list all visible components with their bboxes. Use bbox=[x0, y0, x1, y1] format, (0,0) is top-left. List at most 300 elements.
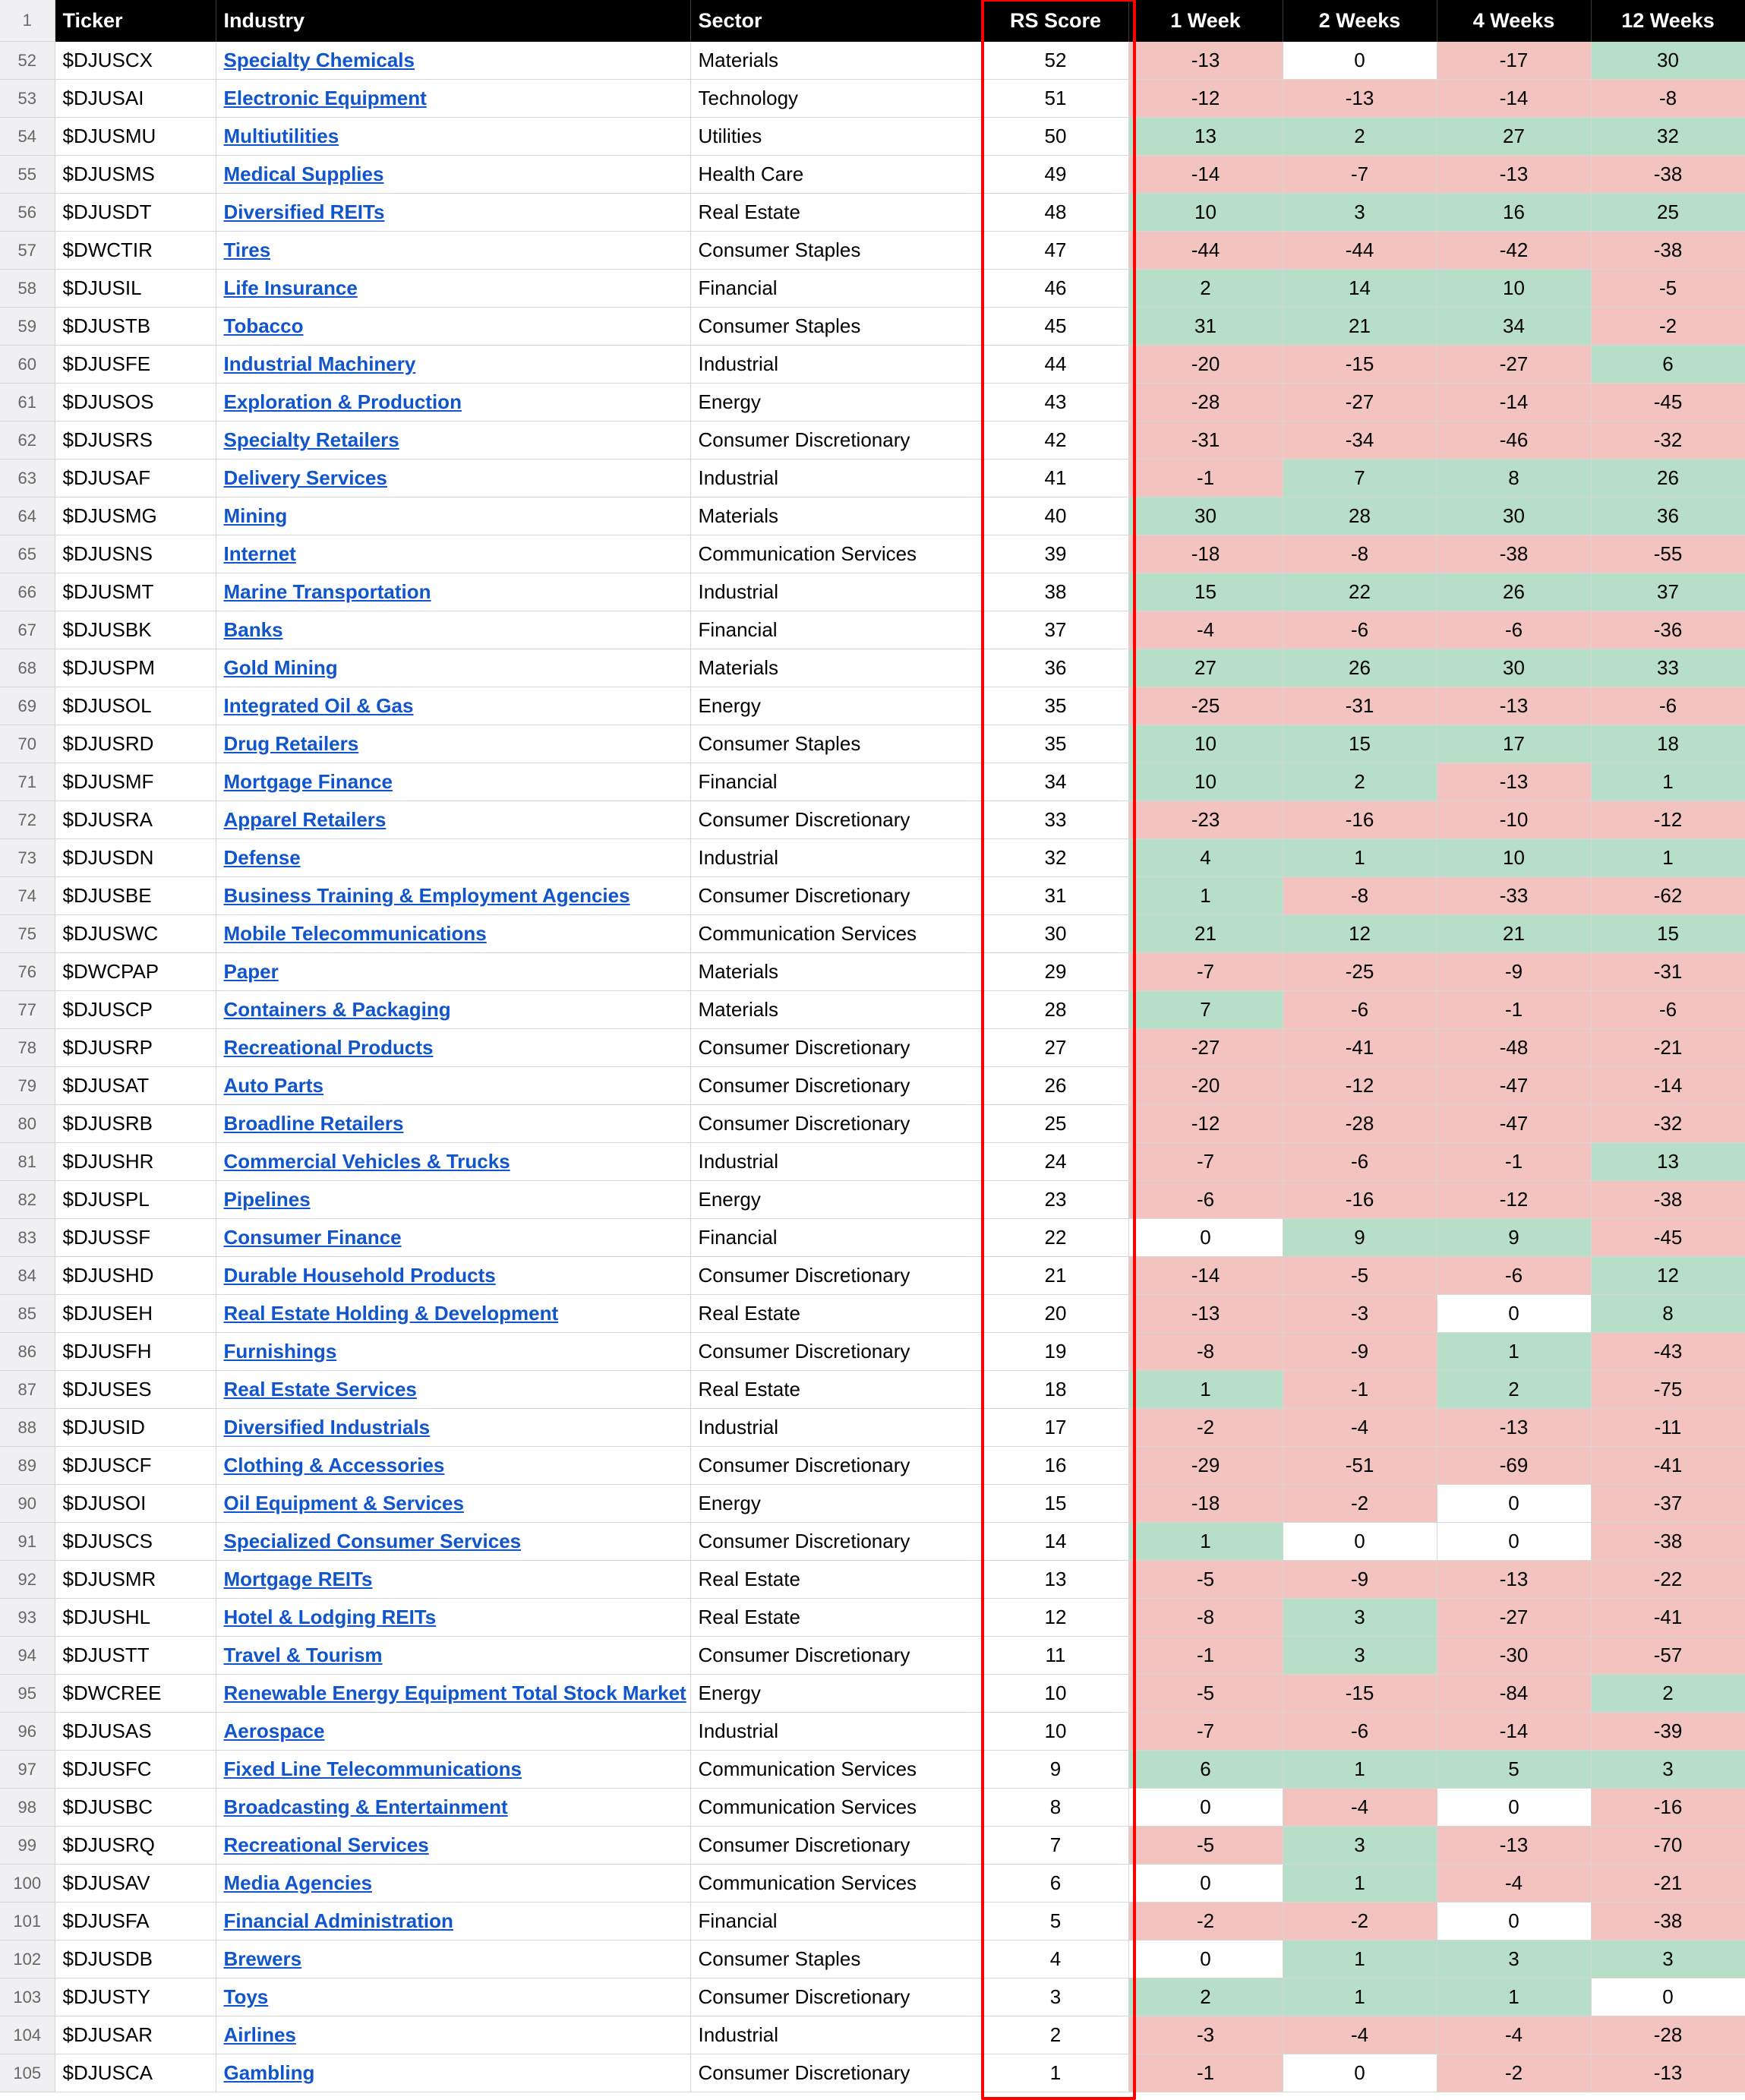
cell-ticker[interactable]: $DJUSBE bbox=[55, 877, 216, 915]
cell-12-weeks[interactable]: 33 bbox=[1591, 649, 1745, 687]
cell-rs-score[interactable]: 30 bbox=[983, 915, 1128, 953]
cell-ticker[interactable]: $DJUSTY bbox=[55, 1978, 216, 2016]
table-row[interactable] bbox=[0, 422, 1745, 459]
cell-12-weeks[interactable]: -38 bbox=[1591, 1903, 1745, 1941]
cell-sector[interactable]: Consumer Discretionary bbox=[690, 877, 983, 915]
cell-ticker[interactable]: $DJUSMU bbox=[55, 118, 216, 156]
cell-rs-score[interactable]: 8 bbox=[983, 1789, 1128, 1827]
cell-1-week[interactable]: -20 bbox=[1128, 1067, 1283, 1105]
cell-rs-score[interactable]: 31 bbox=[983, 877, 1128, 915]
cell-4-weeks[interactable]: -13 bbox=[1437, 156, 1591, 194]
cell-industry-link[interactable]: Industrial Machinery bbox=[216, 346, 690, 384]
cell-rs-score[interactable]: 6 bbox=[983, 1865, 1128, 1903]
cell-12-weeks[interactable]: -31 bbox=[1591, 953, 1745, 991]
cell-4-weeks[interactable]: -13 bbox=[1437, 763, 1591, 801]
cell-industry-link[interactable]: Furnishings bbox=[216, 1333, 690, 1371]
cell-4-weeks[interactable]: 26 bbox=[1437, 573, 1591, 611]
cell-rs-score[interactable]: 43 bbox=[983, 384, 1128, 422]
cell-4-weeks[interactable]: 2 bbox=[1437, 1371, 1591, 1409]
cell-12-weeks[interactable]: -28 bbox=[1591, 2016, 1745, 2054]
cell-industry-link[interactable]: Recreational Products bbox=[216, 1029, 690, 1067]
cell-2-weeks[interactable]: -6 bbox=[1283, 611, 1437, 649]
row-number[interactable]: 87 bbox=[0, 1371, 55, 1409]
cell-sector[interactable]: Industrial bbox=[690, 2016, 983, 2054]
cell-rs-score[interactable]: 9 bbox=[983, 1751, 1128, 1789]
cell-sector[interactable]: Consumer Discretionary bbox=[690, 1827, 983, 1865]
cell-1-week[interactable]: -1 bbox=[1128, 2054, 1283, 2092]
cell-industry-link[interactable]: Banks bbox=[216, 611, 690, 649]
cell-industry-link[interactable]: Travel & Tourism bbox=[216, 1637, 690, 1675]
table-row[interactable] bbox=[0, 1713, 1745, 1751]
table-row[interactable] bbox=[0, 1371, 1745, 1409]
cell-1-week[interactable]: -7 bbox=[1128, 1713, 1283, 1751]
cell-12-weeks[interactable]: -62 bbox=[1591, 877, 1745, 915]
cell-sector[interactable]: Communication Services bbox=[690, 535, 983, 573]
cell-rs-score[interactable]: 26 bbox=[983, 1067, 1128, 1105]
cell-12-weeks[interactable]: -13 bbox=[1591, 2054, 1745, 2092]
cell-4-weeks[interactable]: 30 bbox=[1437, 649, 1591, 687]
table-row[interactable] bbox=[0, 1029, 1745, 1067]
cell-12-weeks[interactable]: -57 bbox=[1591, 1637, 1745, 1675]
table-row[interactable] bbox=[0, 459, 1745, 497]
cell-12-weeks[interactable]: 1 bbox=[1591, 839, 1745, 877]
cell-industry-link[interactable]: Internet bbox=[216, 535, 690, 573]
cell-4-weeks[interactable]: -17 bbox=[1437, 42, 1591, 80]
cell-12-weeks[interactable]: -38 bbox=[1591, 1523, 1745, 1561]
table-row[interactable] bbox=[0, 1978, 1745, 2016]
cell-rs-score[interactable]: 18 bbox=[983, 1371, 1128, 1409]
cell-rs-score[interactable]: 42 bbox=[983, 422, 1128, 459]
row-number[interactable]: 92 bbox=[0, 1561, 55, 1599]
cell-industry-link[interactable]: Diversified Industrials bbox=[216, 1409, 690, 1447]
cell-12-weeks[interactable]: 2 bbox=[1591, 1675, 1745, 1713]
cell-4-weeks[interactable]: -13 bbox=[1437, 1827, 1591, 1865]
cell-1-week[interactable]: -28 bbox=[1128, 384, 1283, 422]
cell-1-week[interactable]: 2 bbox=[1128, 270, 1283, 308]
cell-sector[interactable]: Energy bbox=[690, 1675, 983, 1713]
cell-2-weeks[interactable]: -15 bbox=[1283, 346, 1437, 384]
row-number[interactable]: 91 bbox=[0, 1523, 55, 1561]
cell-12-weeks[interactable]: 3 bbox=[1591, 1941, 1745, 1978]
cell-rs-score[interactable]: 10 bbox=[983, 1675, 1128, 1713]
cell-1-week[interactable]: -7 bbox=[1128, 1143, 1283, 1181]
cell-2-weeks[interactable]: 1 bbox=[1283, 1865, 1437, 1903]
table-row[interactable] bbox=[0, 118, 1745, 156]
cell-industry-link[interactable]: Toys bbox=[216, 1978, 690, 2016]
cell-sector[interactable]: Consumer Staples bbox=[690, 725, 983, 763]
cell-4-weeks[interactable]: -84 bbox=[1437, 1675, 1591, 1713]
cell-12-weeks[interactable]: 37 bbox=[1591, 573, 1745, 611]
cell-industry-link[interactable]: Exploration & Production bbox=[216, 384, 690, 422]
cell-12-weeks[interactable]: 1 bbox=[1591, 763, 1745, 801]
cell-sector[interactable]: Health Care bbox=[690, 156, 983, 194]
row-number[interactable]: 68 bbox=[0, 649, 55, 687]
row-number[interactable]: 73 bbox=[0, 839, 55, 877]
cell-industry-link[interactable]: Tobacco bbox=[216, 308, 690, 346]
cell-sector[interactable]: Consumer Discretionary bbox=[690, 1523, 983, 1561]
cell-ticker[interactable]: $DJUSRP bbox=[55, 1029, 216, 1067]
cell-12-weeks[interactable]: 8 bbox=[1591, 1295, 1745, 1333]
cell-rs-score[interactable]: 37 bbox=[983, 611, 1128, 649]
cell-4-weeks[interactable]: -1 bbox=[1437, 1143, 1591, 1181]
cell-1-week[interactable]: 1 bbox=[1128, 1523, 1283, 1561]
cell-2-weeks[interactable]: -4 bbox=[1283, 1409, 1437, 1447]
cell-12-weeks[interactable]: -22 bbox=[1591, 1561, 1745, 1599]
row-number[interactable]: 77 bbox=[0, 991, 55, 1029]
cell-sector[interactable]: Energy bbox=[690, 687, 983, 725]
row-number[interactable]: 86 bbox=[0, 1333, 55, 1371]
cell-ticker[interactable]: $DJUSES bbox=[55, 1371, 216, 1409]
cell-ticker[interactable]: $DJUSAS bbox=[55, 1713, 216, 1751]
cell-ticker[interactable]: $DJUSRQ bbox=[55, 1827, 216, 1865]
cell-12-weeks[interactable]: -5 bbox=[1591, 270, 1745, 308]
cell-rs-score[interactable]: 32 bbox=[983, 839, 1128, 877]
cell-rs-score[interactable]: 48 bbox=[983, 194, 1128, 232]
cell-12-weeks[interactable]: 13 bbox=[1591, 1143, 1745, 1181]
cell-2-weeks[interactable]: 2 bbox=[1283, 763, 1437, 801]
cell-sector[interactable]: Industrial bbox=[690, 1409, 983, 1447]
cell-1-week[interactable]: -29 bbox=[1128, 1447, 1283, 1485]
cell-1-week[interactable]: 7 bbox=[1128, 991, 1283, 1029]
cell-rs-score[interactable]: 51 bbox=[983, 80, 1128, 118]
cell-rs-score[interactable]: 27 bbox=[983, 1029, 1128, 1067]
cell-industry-link[interactable]: Specialty Chemicals bbox=[216, 42, 690, 80]
row-number[interactable]: 105 bbox=[0, 2054, 55, 2092]
cell-industry-link[interactable]: Consumer Finance bbox=[216, 1219, 690, 1257]
cell-industry-link[interactable]: Specialty Retailers bbox=[216, 422, 690, 459]
cell-ticker[interactable]: $DJUSMS bbox=[55, 156, 216, 194]
cell-4-weeks[interactable]: 34 bbox=[1437, 308, 1591, 346]
row-number[interactable]: 95 bbox=[0, 1675, 55, 1713]
cell-1-week[interactable]: 6 bbox=[1128, 1751, 1283, 1789]
cell-4-weeks[interactable]: -10 bbox=[1437, 801, 1591, 839]
cell-industry-link[interactable]: Pipelines bbox=[216, 1181, 690, 1219]
cell-1-week[interactable]: 1 bbox=[1128, 877, 1283, 915]
cell-ticker[interactable]: $DJUSSF bbox=[55, 1219, 216, 1257]
cell-1-week[interactable]: 31 bbox=[1128, 308, 1283, 346]
cell-industry-link[interactable]: Tires bbox=[216, 232, 690, 270]
cell-sector[interactable]: Financial bbox=[690, 270, 983, 308]
cell-12-weeks[interactable]: -6 bbox=[1591, 687, 1745, 725]
cell-sector[interactable]: Real Estate bbox=[690, 1561, 983, 1599]
cell-industry-link[interactable]: Broadcasting & Entertainment bbox=[216, 1789, 690, 1827]
cell-1-week[interactable]: 4 bbox=[1128, 839, 1283, 877]
cell-1-week[interactable]: 27 bbox=[1128, 649, 1283, 687]
cell-12-weeks[interactable]: 6 bbox=[1591, 346, 1745, 384]
table-row[interactable] bbox=[0, 535, 1745, 573]
cell-ticker[interactable]: $DJUSRB bbox=[55, 1105, 216, 1143]
row-number[interactable]: 84 bbox=[0, 1257, 55, 1295]
cell-1-week[interactable]: -5 bbox=[1128, 1561, 1283, 1599]
table-row[interactable] bbox=[0, 1561, 1745, 1599]
cell-sector[interactable]: Real Estate bbox=[690, 194, 983, 232]
row-number[interactable]: 100 bbox=[0, 1865, 55, 1903]
cell-2-weeks[interactable]: -6 bbox=[1283, 1143, 1437, 1181]
cell-ticker[interactable]: $DJUSNS bbox=[55, 535, 216, 573]
cell-industry-link[interactable]: Durable Household Products bbox=[216, 1257, 690, 1295]
cell-2-weeks[interactable]: -31 bbox=[1283, 687, 1437, 725]
cell-sector[interactable]: Energy bbox=[690, 1181, 983, 1219]
cell-2-weeks[interactable]: 0 bbox=[1283, 1523, 1437, 1561]
cell-ticker[interactable]: $DJUSHL bbox=[55, 1599, 216, 1637]
cell-rs-score[interactable]: 11 bbox=[983, 1637, 1128, 1675]
column-header-12-weeks[interactable]: 12 Weeks bbox=[1591, 0, 1745, 42]
cell-sector[interactable]: Communication Services bbox=[690, 1751, 983, 1789]
cell-ticker[interactable]: $DJUSAI bbox=[55, 80, 216, 118]
cell-ticker[interactable]: $DJUSDB bbox=[55, 1941, 216, 1978]
cell-industry-link[interactable]: Drug Retailers bbox=[216, 725, 690, 763]
cell-12-weeks[interactable]: 18 bbox=[1591, 725, 1745, 763]
cell-sector[interactable]: Financial bbox=[690, 1903, 983, 1941]
row-number[interactable]: 59 bbox=[0, 308, 55, 346]
cell-4-weeks[interactable]: -6 bbox=[1437, 1257, 1591, 1295]
cell-4-weeks[interactable]: 0 bbox=[1437, 1295, 1591, 1333]
cell-1-week[interactable]: -4 bbox=[1128, 611, 1283, 649]
row-number[interactable]: 70 bbox=[0, 725, 55, 763]
cell-1-week[interactable]: 15 bbox=[1128, 573, 1283, 611]
row-number[interactable]: 85 bbox=[0, 1295, 55, 1333]
cell-2-weeks[interactable]: -16 bbox=[1283, 801, 1437, 839]
column-header-rs-score[interactable]: RS Score bbox=[983, 0, 1128, 42]
cell-12-weeks[interactable]: -16 bbox=[1591, 1789, 1745, 1827]
row-number[interactable]: 61 bbox=[0, 384, 55, 422]
cell-sector[interactable]: Materials bbox=[690, 649, 983, 687]
cell-ticker[interactable]: $DJUSCA bbox=[55, 2054, 216, 2092]
cell-4-weeks[interactable]: 27 bbox=[1437, 118, 1591, 156]
cell-1-week[interactable]: -12 bbox=[1128, 1105, 1283, 1143]
cell-1-week[interactable]: 13 bbox=[1128, 118, 1283, 156]
cell-12-weeks[interactable]: 0 bbox=[1591, 1978, 1745, 2016]
cell-1-week[interactable]: -18 bbox=[1128, 1485, 1283, 1523]
cell-ticker[interactable]: $DJUSFC bbox=[55, 1751, 216, 1789]
cell-sector[interactable]: Industrial bbox=[690, 839, 983, 877]
cell-4-weeks[interactable]: 5 bbox=[1437, 1751, 1591, 1789]
cell-sector[interactable]: Consumer Discretionary bbox=[690, 2054, 983, 2092]
cell-4-weeks[interactable]: -47 bbox=[1437, 1067, 1591, 1105]
cell-4-weeks[interactable]: 1 bbox=[1437, 1333, 1591, 1371]
cell-2-weeks[interactable]: -4 bbox=[1283, 1789, 1437, 1827]
table-row[interactable] bbox=[0, 839, 1745, 877]
cell-4-weeks[interactable]: -1 bbox=[1437, 991, 1591, 1029]
cell-4-weeks[interactable]: 0 bbox=[1437, 1485, 1591, 1523]
table-row[interactable] bbox=[0, 687, 1745, 725]
cell-industry-link[interactable]: Broadline Retailers bbox=[216, 1105, 690, 1143]
cell-industry-link[interactable]: Gold Mining bbox=[216, 649, 690, 687]
row-number[interactable]: 102 bbox=[0, 1941, 55, 1978]
cell-2-weeks[interactable]: -4 bbox=[1283, 2016, 1437, 2054]
cell-sector[interactable]: Materials bbox=[690, 953, 983, 991]
table-row[interactable] bbox=[0, 384, 1745, 422]
row-number[interactable]: 71 bbox=[0, 763, 55, 801]
cell-1-week[interactable]: 30 bbox=[1128, 497, 1283, 535]
cell-12-weeks[interactable]: -36 bbox=[1591, 611, 1745, 649]
cell-1-week[interactable]: -6 bbox=[1128, 1181, 1283, 1219]
row-number[interactable]: 83 bbox=[0, 1219, 55, 1257]
cell-1-week[interactable]: 10 bbox=[1128, 763, 1283, 801]
cell-4-weeks[interactable]: -27 bbox=[1437, 1599, 1591, 1637]
cell-industry-link[interactable]: Life Insurance bbox=[216, 270, 690, 308]
cell-industry-link[interactable]: Multiutilities bbox=[216, 118, 690, 156]
cell-industry-link[interactable]: Media Agencies bbox=[216, 1865, 690, 1903]
cell-2-weeks[interactable]: 9 bbox=[1283, 1219, 1437, 1257]
table-row[interactable] bbox=[0, 1105, 1745, 1143]
row-number[interactable]: 101 bbox=[0, 1903, 55, 1941]
cell-4-weeks[interactable]: 9 bbox=[1437, 1219, 1591, 1257]
cell-rs-score[interactable]: 2 bbox=[983, 2016, 1128, 2054]
table-row[interactable] bbox=[0, 308, 1745, 346]
cell-industry-link[interactable]: Financial Administration bbox=[216, 1903, 690, 1941]
cell-sector[interactable]: Consumer Discretionary bbox=[690, 1637, 983, 1675]
cell-rs-score[interactable]: 44 bbox=[983, 346, 1128, 384]
cell-4-weeks[interactable]: -33 bbox=[1437, 877, 1591, 915]
cell-1-week[interactable]: 21 bbox=[1128, 915, 1283, 953]
cell-12-weeks[interactable]: -45 bbox=[1591, 1219, 1745, 1257]
cell-1-week[interactable]: 2 bbox=[1128, 1978, 1283, 2016]
table-row[interactable] bbox=[0, 991, 1745, 1029]
cell-12-weeks[interactable]: -41 bbox=[1591, 1447, 1745, 1485]
cell-1-week[interactable]: 10 bbox=[1128, 194, 1283, 232]
table-row[interactable] bbox=[0, 611, 1745, 649]
column-header-industry[interactable]: Industry bbox=[216, 0, 690, 42]
cell-12-weeks[interactable]: -70 bbox=[1591, 1827, 1745, 1865]
cell-rs-score[interactable]: 1 bbox=[983, 2054, 1128, 2092]
row-number[interactable]: 67 bbox=[0, 611, 55, 649]
cell-sector[interactable]: Consumer Discretionary bbox=[690, 1029, 983, 1067]
table-row[interactable] bbox=[0, 1181, 1745, 1219]
row-number[interactable]: 63 bbox=[0, 459, 55, 497]
row-number[interactable]: 104 bbox=[0, 2016, 55, 2054]
cell-1-week[interactable]: -3 bbox=[1128, 2016, 1283, 2054]
cell-rs-score[interactable]: 46 bbox=[983, 270, 1128, 308]
cell-sector[interactable]: Consumer Discretionary bbox=[690, 1333, 983, 1371]
cell-sector[interactable]: Technology bbox=[690, 80, 983, 118]
cell-industry-link[interactable]: Marine Transportation bbox=[216, 573, 690, 611]
table-row[interactable] bbox=[0, 1409, 1745, 1447]
cell-ticker[interactable]: $DJUSHR bbox=[55, 1143, 216, 1181]
row-number[interactable]: 93 bbox=[0, 1599, 55, 1637]
cell-2-weeks[interactable]: -6 bbox=[1283, 1713, 1437, 1751]
cell-rs-score[interactable]: 33 bbox=[983, 801, 1128, 839]
cell-sector[interactable]: Materials bbox=[690, 42, 983, 80]
cell-12-weeks[interactable]: 15 bbox=[1591, 915, 1745, 953]
cell-sector[interactable]: Consumer Discretionary bbox=[690, 1978, 983, 2016]
table-row[interactable] bbox=[0, 497, 1745, 535]
row-number[interactable]: 98 bbox=[0, 1789, 55, 1827]
cell-12-weeks[interactable]: 3 bbox=[1591, 1751, 1745, 1789]
cell-4-weeks[interactable]: 16 bbox=[1437, 194, 1591, 232]
row-number[interactable]: 94 bbox=[0, 1637, 55, 1675]
cell-ticker[interactable]: $DJUSAV bbox=[55, 1865, 216, 1903]
row-number[interactable]: 66 bbox=[0, 573, 55, 611]
cell-ticker[interactable]: $DWCTIR bbox=[55, 232, 216, 270]
cell-12-weeks[interactable]: -38 bbox=[1591, 1181, 1745, 1219]
column-header-4-weeks[interactable]: 4 Weeks bbox=[1437, 0, 1591, 42]
cell-4-weeks[interactable]: 1 bbox=[1437, 1978, 1591, 2016]
cell-2-weeks[interactable]: -3 bbox=[1283, 1295, 1437, 1333]
cell-rs-score[interactable]: 14 bbox=[983, 1523, 1128, 1561]
corner-cell[interactable]: 1 bbox=[0, 0, 55, 42]
cell-12-weeks[interactable]: -11 bbox=[1591, 1409, 1745, 1447]
cell-12-weeks[interactable]: -8 bbox=[1591, 80, 1745, 118]
cell-rs-score[interactable]: 15 bbox=[983, 1485, 1128, 1523]
cell-industry-link[interactable]: Mortgage Finance bbox=[216, 763, 690, 801]
cell-industry-link[interactable]: Specialized Consumer Services bbox=[216, 1523, 690, 1561]
cell-ticker[interactable]: $DJUSTB bbox=[55, 308, 216, 346]
cell-sector[interactable]: Consumer Discretionary bbox=[690, 422, 983, 459]
cell-sector[interactable]: Real Estate bbox=[690, 1295, 983, 1333]
cell-industry-link[interactable]: Real Estate Holding & Development bbox=[216, 1295, 690, 1333]
cell-1-week[interactable]: 0 bbox=[1128, 1789, 1283, 1827]
cell-ticker[interactable]: $DJUSCP bbox=[55, 991, 216, 1029]
table-row[interactable] bbox=[0, 270, 1745, 308]
cell-ticker[interactable]: $DJUSPM bbox=[55, 649, 216, 687]
cell-2-weeks[interactable]: -5 bbox=[1283, 1257, 1437, 1295]
cell-1-week[interactable]: 0 bbox=[1128, 1219, 1283, 1257]
cell-sector[interactable]: Real Estate bbox=[690, 1599, 983, 1637]
column-header-ticker[interactable]: Ticker bbox=[55, 0, 216, 42]
cell-ticker[interactable]: $DJUSFA bbox=[55, 1903, 216, 1941]
table-row[interactable] bbox=[0, 1219, 1745, 1257]
cell-ticker[interactable]: $DJUSMT bbox=[55, 573, 216, 611]
row-number[interactable]: 79 bbox=[0, 1067, 55, 1105]
cell-2-weeks[interactable]: -9 bbox=[1283, 1333, 1437, 1371]
cell-rs-score[interactable]: 19 bbox=[983, 1333, 1128, 1371]
cell-4-weeks[interactable]: 30 bbox=[1437, 497, 1591, 535]
cell-ticker[interactable]: $DJUSHD bbox=[55, 1257, 216, 1295]
cell-1-week[interactable]: -8 bbox=[1128, 1333, 1283, 1371]
cell-1-week[interactable]: -13 bbox=[1128, 42, 1283, 80]
table-row[interactable] bbox=[0, 42, 1745, 80]
row-number[interactable]: 75 bbox=[0, 915, 55, 953]
cell-rs-score[interactable]: 10 bbox=[983, 1713, 1128, 1751]
column-header-2-weeks[interactable]: 2 Weeks bbox=[1283, 0, 1437, 42]
cell-ticker[interactable]: $DJUSMG bbox=[55, 497, 216, 535]
cell-sector[interactable]: Energy bbox=[690, 384, 983, 422]
row-number[interactable]: 72 bbox=[0, 801, 55, 839]
cell-2-weeks[interactable]: 0 bbox=[1283, 2054, 1437, 2092]
cell-rs-score[interactable]: 3 bbox=[983, 1978, 1128, 2016]
cell-12-weeks[interactable]: -12 bbox=[1591, 801, 1745, 839]
table-row[interactable] bbox=[0, 915, 1745, 953]
cell-rs-score[interactable]: 52 bbox=[983, 42, 1128, 80]
cell-1-week[interactable]: -1 bbox=[1128, 1637, 1283, 1675]
cell-industry-link[interactable]: Real Estate Services bbox=[216, 1371, 690, 1409]
cell-4-weeks[interactable]: -48 bbox=[1437, 1029, 1591, 1067]
cell-rs-score[interactable]: 22 bbox=[983, 1219, 1128, 1257]
row-number[interactable]: 88 bbox=[0, 1409, 55, 1447]
cell-2-weeks[interactable]: -34 bbox=[1283, 422, 1437, 459]
cell-industry-link[interactable]: Renewable Energy Equipment Total Stock Market bbox=[216, 1675, 690, 1713]
cell-12-weeks[interactable]: -6 bbox=[1591, 991, 1745, 1029]
cell-ticker[interactable]: $DJUSOI bbox=[55, 1485, 216, 1523]
row-number[interactable]: 90 bbox=[0, 1485, 55, 1523]
cell-ticker[interactable]: $DJUSEH bbox=[55, 1295, 216, 1333]
cell-1-week[interactable]: -18 bbox=[1128, 535, 1283, 573]
cell-1-week[interactable]: -5 bbox=[1128, 1675, 1283, 1713]
row-number[interactable]: 76 bbox=[0, 953, 55, 991]
cell-industry-link[interactable]: Aerospace bbox=[216, 1713, 690, 1751]
cell-ticker[interactable]: $DJUSBK bbox=[55, 611, 216, 649]
cell-12-weeks[interactable]: -21 bbox=[1591, 1029, 1745, 1067]
cell-4-weeks[interactable]: -13 bbox=[1437, 1409, 1591, 1447]
cell-2-weeks[interactable]: 1 bbox=[1283, 1978, 1437, 2016]
table-row[interactable] bbox=[0, 1941, 1745, 1978]
table-row[interactable] bbox=[0, 801, 1745, 839]
cell-4-weeks[interactable]: -9 bbox=[1437, 953, 1591, 991]
cell-industry-link[interactable]: Paper bbox=[216, 953, 690, 991]
cell-sector[interactable]: Consumer Discretionary bbox=[690, 1067, 983, 1105]
cell-ticker[interactable]: $DJUSDT bbox=[55, 194, 216, 232]
